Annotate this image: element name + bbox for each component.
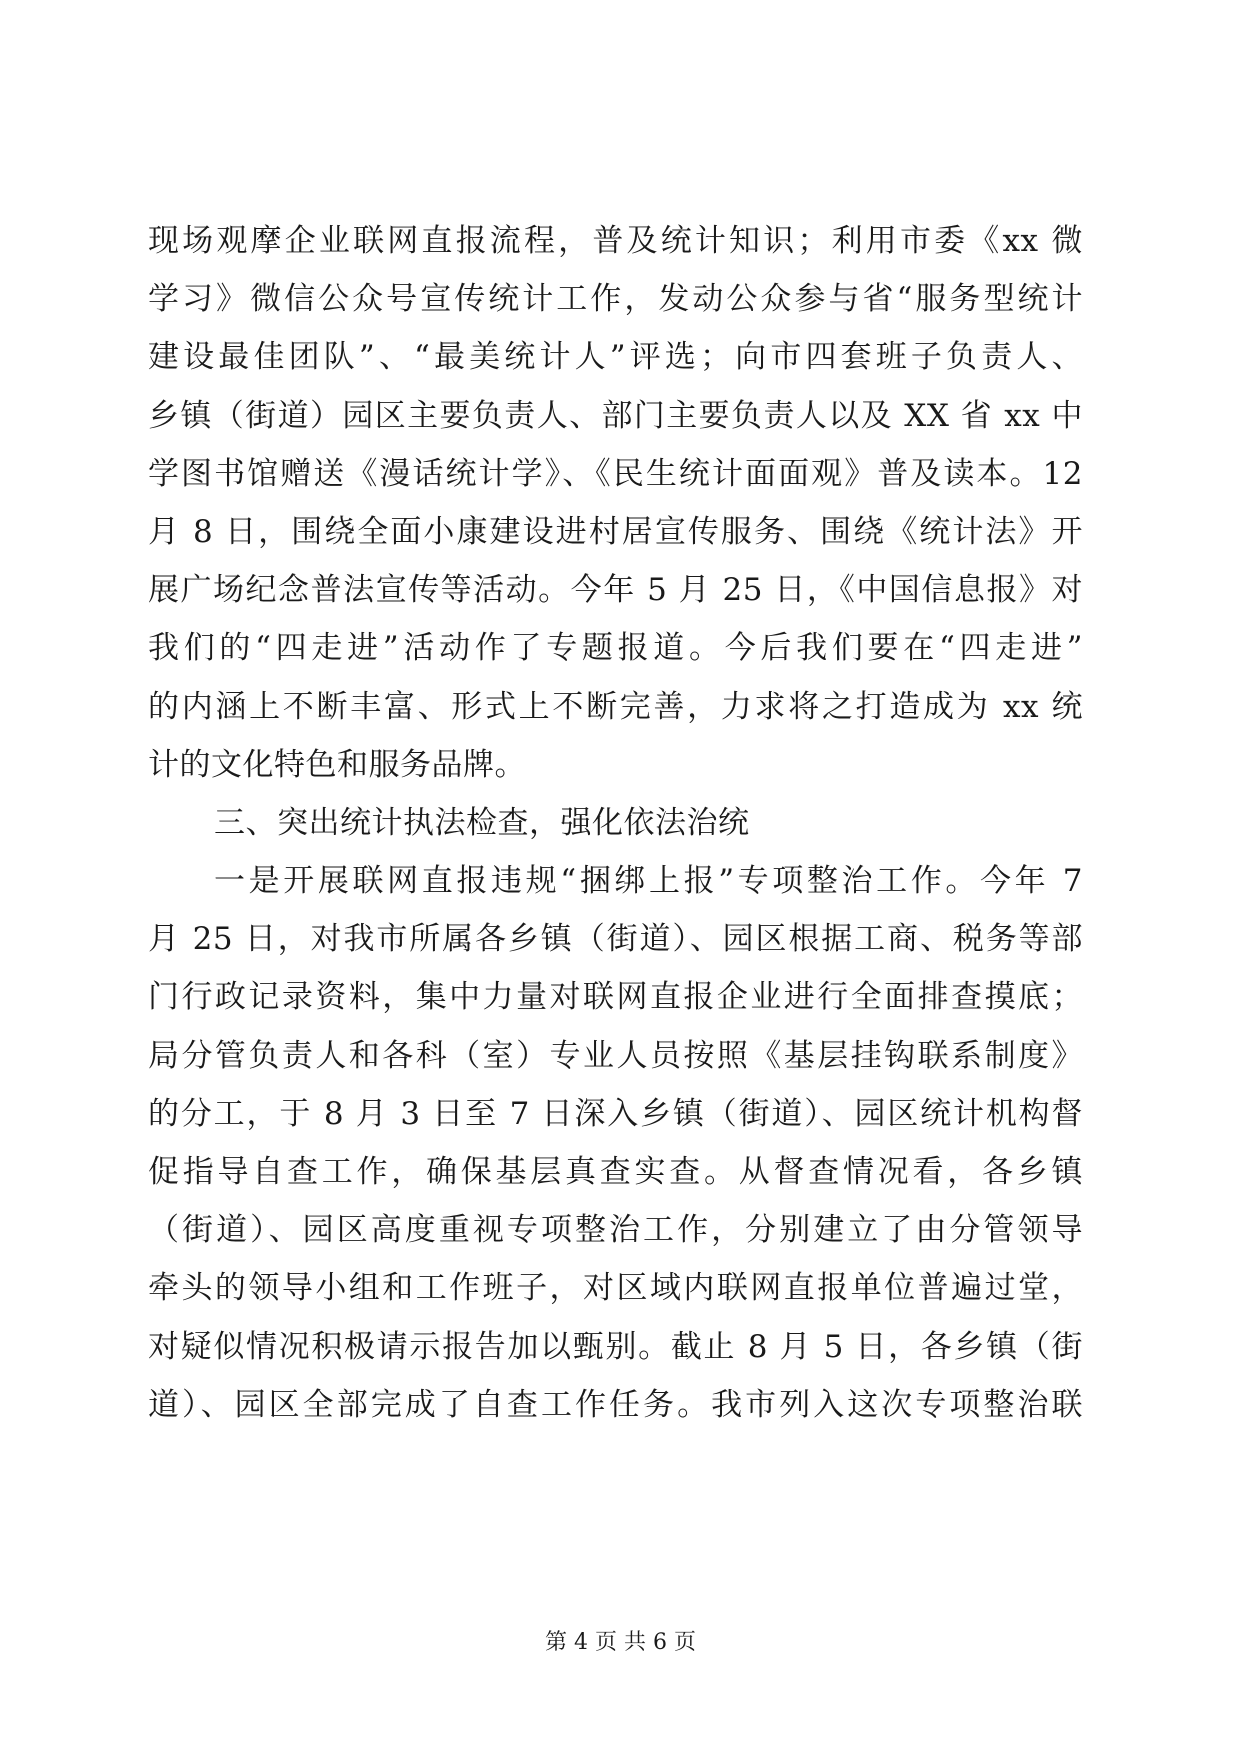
text-line: 道）、园区全部完成了自查工作任务。我市列入这次专项整治联	[148, 1386, 1083, 1423]
text-line: 乡镇（街道）园区主要负责人、部门主要负责人以及 XX 省 xx 中	[148, 397, 1083, 434]
paragraph-continued	[148, 212, 1083, 794]
text-line: 门行政记录资料，集中力量对联网直报企业进行全面排查摸底；	[148, 979, 1083, 1016]
text-line: 促指导自查工作，确保基层真查实查。从督查情况看，各乡镇	[148, 1154, 1083, 1190]
text-line: 建设最佳团队”、“最美统计人”评选；向市四套班子负责人、	[148, 339, 1083, 376]
text-line: 局分管负责人和各科（室）专业人员按照《基层挂钩联系制度》	[148, 1037, 1083, 1074]
text-line: 的分工，于 8 月 3 日至 7 日深入乡镇（街道）、园区统计机构督	[148, 1095, 1083, 1132]
text-line: 月 8 日，围绕全面小康建设进村居宣传服务、围绕《统计法》开	[148, 513, 1083, 550]
text-line: 学图书馆赠送《漫话统计学》、《民生统计面面观》普及读本。12	[148, 455, 1083, 492]
paragraph	[148, 852, 1083, 1434]
text-line: （街道）、园区高度重视专项整治工作，分别建立了由分管领导	[148, 1212, 1083, 1249]
page-number: 第 4 页 共 6 页	[545, 1630, 696, 1655]
document-body	[148, 212, 1083, 1434]
text-line: 对疑似情况积极请示报告加以甄别。截止 8 月 5 日，各乡镇（街	[148, 1328, 1083, 1365]
text-line: 现场观摩企业联网直报流程，普及统计知识；利用市委《xx 微	[148, 223, 1083, 259]
text-line: 牵头的领导小组和工作班子，对区域内联网直报单位普遍过堂，	[148, 1270, 1083, 1307]
text-line: 计的文化特色和服务品牌。	[148, 746, 526, 783]
section-heading: 三、突出统计执法检查，强化依法治统	[214, 804, 750, 841]
text-line: 我们的“四走进”活动作了专题报道。今后我们要在“四走进”	[148, 630, 1083, 667]
text-line: 学习》微信公众号宣传统计工作，发动公众参与省“服务型统计	[148, 281, 1083, 318]
text-line: 月 25 日，对我市所属各乡镇（街道）、园区根据工商、税务等部	[148, 921, 1083, 958]
text-line: 的内涵上不断丰富、形式上不断完善，力求将之打造成为 xx 统	[148, 688, 1083, 725]
text-line: 一是开展联网直报违规“捆绑上报”专项整治工作。今年 7	[214, 863, 1083, 900]
text-line: 展广场纪念普法宣传等活动。今年 5 月 25 日，《中国信息报》对	[148, 572, 1083, 609]
